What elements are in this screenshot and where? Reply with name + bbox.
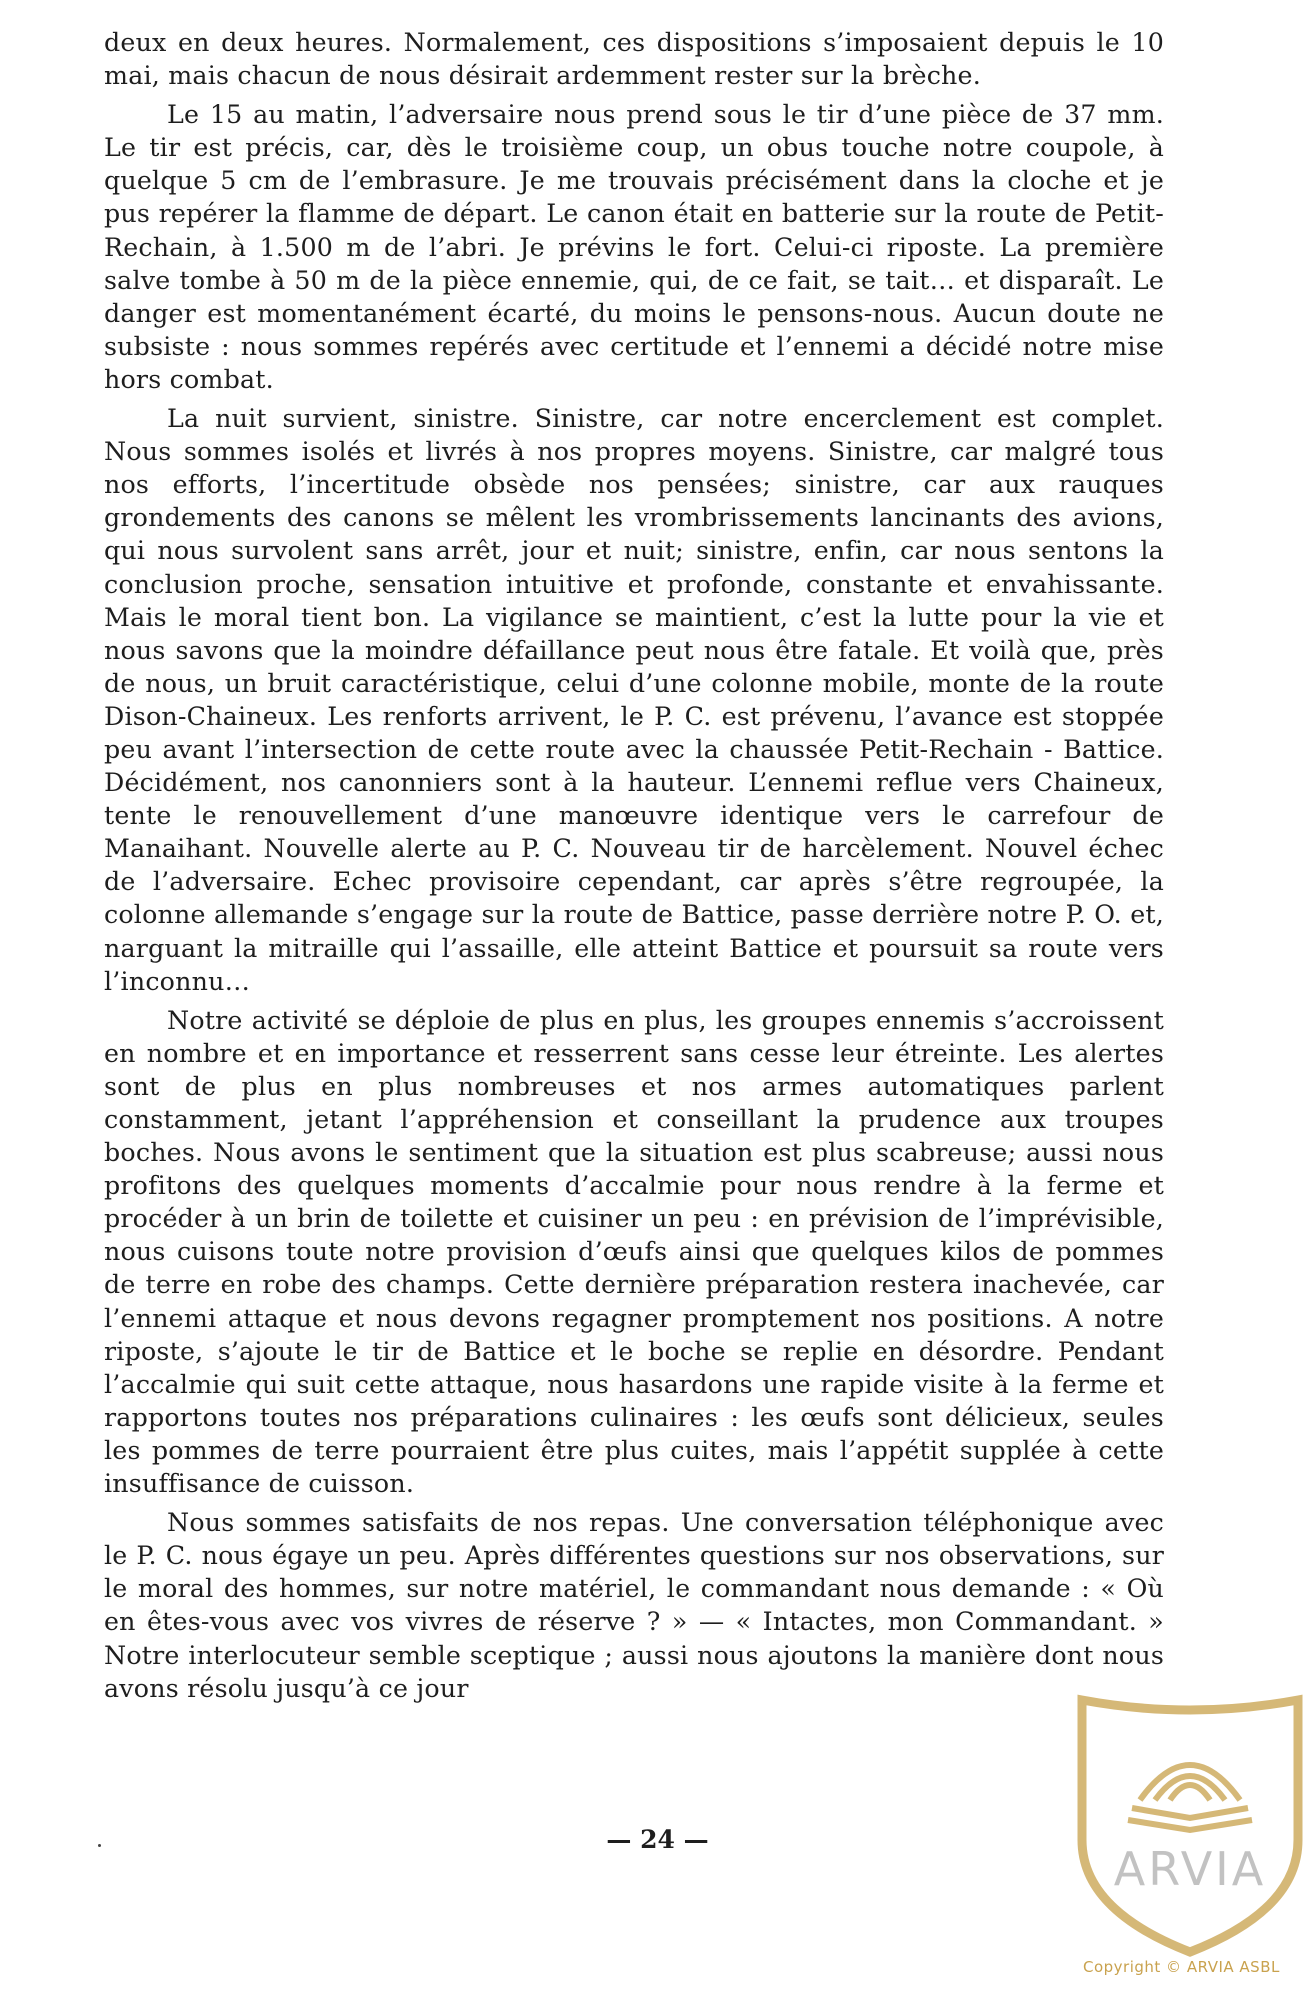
book-sun-icon xyxy=(1128,1765,1252,1830)
logo-text: ARVIA xyxy=(1113,1842,1267,1896)
copyright-notice: Copyright © ARVIA ASBL xyxy=(1083,1958,1280,1976)
paragraph: La nuit survient, sinistre. Sinistre, car notre encerclement est complet. Nous sommes isolés et livrés à nos propres moyens. Sinistre, car malgré tous nos efforts, l’incertitude obsède nos pensées; sinistre, car aux rauques grondements des canons se mêlent les vrombrissements lancinants des avions, qui nous survolent sans arrêt, jour et nuit; sinistre, enfin, car nous sentons la conclusion proche, sensation intuitive et profonde, constante et envahissante. Mais le moral tient bon. La vigilance se maintient, c’est la lutte pour la vie et nous savons que la moindre défaillance peut nous être fatale. Et voilà que, près de nous, un bruit caractéristique, celui d’une colonne mobile, monte de la route Dison-Chaineux. Les renforts arrivent, le P. C. est prévenu, l’avance est stoppée peu avant l’intersection de cette route avec la chaussée Petit-Rechain - Battice. Décidément, nos canonniers sont à la hauteur. L’ennemi reflue vers Chaineux, tente le renouvellement d’une manœuvre identique vers le carrefour de Manaihant. Nouvelle alerte au P. C. Nouveau tir de harcèlement. Nouvel échec de l’adversaire. Echec provisoire cependant, car après s’être regroupée, la colonne allemande s’engage sur la route de Battice, passe derrière notre P. O. et, narguant la mitraille qui l’assaille, elle atteint Battice et poursuit sa route vers l’inconnu… xyxy=(104,404,1164,996)
shield-outline xyxy=(1082,1700,1298,1952)
page-body-text xyxy=(104,26,1164,1711)
paragraph: Notre activité se déploie de plus en plus, les groupes ennemis s’accroissent en nombre et en importance et resserrent sans cesse leur étreinte. Les alertes sont de plus en plus nombreuses et nos armes automatiques parlent constamment, jetant l’appréhension et conseillant la prudence aux troupes boches. Nous avons le sentiment que la situation est plus scabreuse; aussi nous profitons des quelques moments d’accalmie pour nous rendre à la ferme et procéder à un brin de toilette et cuisiner un peu : en prévision de l’imprévisible, nous cuisons toute notre provision d’œufs ainsi que quelques kilos de pommes de terre en robe des champs. Cette dernière préparation restera inachevée, car l’ennemi attaque et nous devons regagner promptement nos positions. A notre riposte, s’ajoute le tir de Battice et le boche se replie en désordre. Pendant l’accalmie qui suit cette attaque, nous hasardons une rapide visite à la ferme et rapportons toutes nos préparations culinaires : les œufs sont délicieux, seules les pommes de terre pourraient être plus cuites, mais l’appétit supplée à cette insuffisance de cuisson. xyxy=(104,1005,1164,1499)
page-number: — 24 — xyxy=(606,1825,709,1854)
paragraph: Le 15 au matin, l’adversaire nous prend sous le tir d’une pièce de 37 mm. Le tir est précis, car, dès le troisième coup, un obus touche notre coupole, à quelque 5 cm de l’embrasure. Je me trouvais précisément dans la cloche et je pus repérer la flamme de départ. Le canon était en batterie sur la route de Petit-Rechain, à 1.500 m de l’abri. Je prévins le fort. Celui-ci riposte. La première salve tombe à 50 m de la pièce ennemie, qui, de ce fait, se tait… et disparaît. Le danger est momentanément écarté, du moins le pensons-nous. Aucun doute ne subsiste : nous sommes repérés avec certitude et l’ennemi a décidé notre mise hors combat. xyxy=(104,100,1164,394)
paragraph: deux en deux heures. Normalement, ces dispositions s’imposaient depuis le 10 mai, mais chacun de nous désirait ardemment rester sur la brèche. xyxy=(104,28,1164,91)
paragraph: Nous sommes satisfaits de nos repas. Une conversation téléphonique avec le P. C. nous égaye un peu. Après différentes questions sur nos observations, sur le moral des hommes, sur notre matériel, le commandant nous demande : « Où en êtes-vous avec vos vivres de réserve ? » — « Intactes, mon Commandant. » Notre interlocuteur semble sceptique ; aussi nous ajoutons la manière dont nous avons résolu jusqu’à ce jour xyxy=(104,1508,1164,1703)
arvia-shield-logo xyxy=(1070,1690,1310,1960)
